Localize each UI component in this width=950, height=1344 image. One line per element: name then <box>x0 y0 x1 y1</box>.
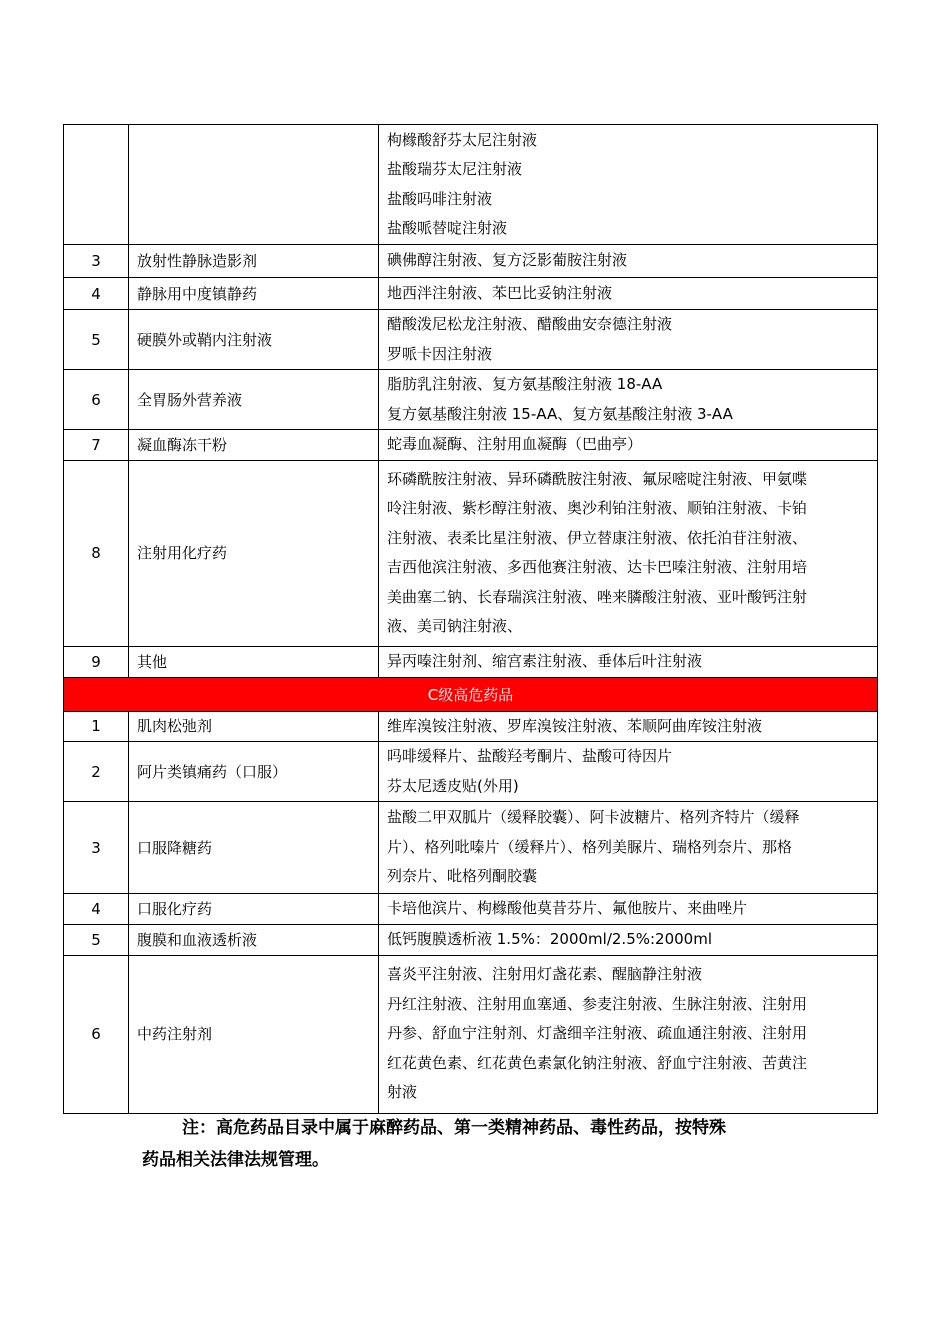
table-row <box>64 742 878 802</box>
category-label: 腹膜和血液透析液 <box>137 930 258 949</box>
table-row <box>64 955 878 1113</box>
drug-list-line: 醋酸泼尼松龙注射液、醋酸曲安奈德注射液 <box>387 315 673 333</box>
category-label: 硬膜外或鞘内注射液 <box>137 330 273 349</box>
drug-list-line: 吗啡缓释片、盐酸羟考酮片、盐酸可待因片 <box>387 747 673 765</box>
footnote-line-2: 药品相关法律法规管理。 <box>142 1150 329 1170</box>
drug-list-line: 复方氨基酸注射液 15-AA、复方氨基酸注射液 3-AA <box>387 404 733 423</box>
drug-list <box>379 742 878 802</box>
drug-list-line: 脂肪乳注射液、复方氨基酸注射液 18-AA <box>387 375 663 393</box>
category-label: 口服化疗药 <box>137 899 213 918</box>
drug-list-line: 盐酸哌替啶注射液 <box>387 219 508 237</box>
drug-list <box>379 370 878 430</box>
drug-list-line: 罗哌卡因注射液 <box>387 344 493 363</box>
section-c-title: C级高危药品 <box>64 677 878 711</box>
category-label: 放射性静脉造影剂 <box>137 252 258 270</box>
drug-list <box>379 460 878 646</box>
table-row <box>64 245 878 278</box>
drug-category <box>129 460 379 646</box>
category-label: 阿片类镇痛药（口服） <box>137 762 288 781</box>
drug-list-line: 盐酸二甲双胍片（缓释胶囊）、阿卡波糖片、格列齐特片（缓释 <box>387 808 800 827</box>
section-header-row <box>64 677 878 711</box>
table-body <box>64 125 878 1114</box>
drug-category <box>129 711 379 742</box>
drug-list <box>379 894 878 925</box>
table-row <box>64 711 878 742</box>
footnote-line-1: 注：高危药品目录中属于麻醉药品、第一类精神药品、毒性药品，按特殊 <box>182 1118 726 1138</box>
row-number: 6 <box>64 370 129 430</box>
row-number: 7 <box>64 430 129 461</box>
footnote <box>142 1112 822 1176</box>
drug-list-line: 美曲塞二钠、长春瑞滨注射液、唑来膦酸注射液、亚叶酸钙注射 <box>387 587 808 606</box>
row-number: 3 <box>64 245 129 278</box>
drug-list-line: 列奈片、吡格列酮胶囊 <box>387 867 538 886</box>
drug-category <box>129 646 379 677</box>
drug-list-line: 环磷酰胺注射液、异环磷酰胺注射液、氟尿嘧啶注射液、甲氨喋 <box>387 469 808 488</box>
drug-list <box>379 310 878 370</box>
drug-list-line: 注射液、表柔比星注射液、伊立替康注射液、依托泊苷注射液、 <box>387 528 808 547</box>
row-number: 1 <box>64 711 129 742</box>
drug-list-line: 地西泮注射液、苯巴比妥钠注射液 <box>387 283 613 302</box>
category-label: 其他 <box>137 652 168 671</box>
drug-list <box>379 711 878 742</box>
table-row <box>64 894 878 925</box>
table-row <box>64 310 878 370</box>
drug-list-line: 碘佛醇注射液、复方泛影葡胺注射液 <box>387 251 628 270</box>
drug-category <box>129 370 379 430</box>
drug-list <box>379 802 878 894</box>
drug-list-line: 射液 <box>387 1083 418 1102</box>
drug-category <box>129 955 379 1113</box>
drug-list-line: 呤注射液、紫杉醇注射液、奥沙利铂注射液、顺铂注射液、卡铂 <box>387 499 808 517</box>
table-row <box>64 278 878 310</box>
drug-list-line: 红花黄色素、红花黄色素氯化钠注射液、舒血宁注射液、苦黄注 <box>387 1053 808 1072</box>
drug-list-line: 片）、格列吡嗪片（缓释片）、格列美脲片、瑞格列奈片、那格 <box>387 837 793 856</box>
drug-list-line: 液、美司钠注射液、 <box>387 617 523 635</box>
drug-list-line: 枸橼酸舒芬太尼注射液 <box>387 130 538 149</box>
category-label: 注射用化疗药 <box>137 544 228 562</box>
drug-category <box>129 924 379 955</box>
drug-list-line: 维库溴铵注射液、罗库溴铵注射液、苯顺阿曲库铵注射液 <box>387 716 763 735</box>
drug-list-line: 异丙嗪注射剂、缩宫素注射液、垂体后叶注射液 <box>387 651 703 670</box>
category-label: 肌肉松弛剂 <box>137 717 213 736</box>
drug-list <box>379 125 878 245</box>
table-row <box>64 370 878 430</box>
table-row <box>64 460 878 646</box>
drug-category <box>129 310 379 370</box>
drug-list-line: 丹参、舒血宁注射剂、灯盏细辛注射液、疏血通注射液、注射用 <box>387 1024 808 1043</box>
row-number: 9 <box>64 646 129 677</box>
row-number: 6 <box>64 955 129 1113</box>
drug-category <box>129 742 379 802</box>
category-label: 口服降糖药 <box>137 838 213 857</box>
drug-list-line: 盐酸瑞芬太尼注射液 <box>387 160 523 178</box>
drug-category <box>129 125 379 245</box>
row-number <box>64 125 129 245</box>
drug-list-line: 吉西他滨注射液、多西他赛注射液、达卡巴嗪注射液、注射用培 <box>387 558 808 576</box>
drug-list-line: 芬太尼透皮贴(外用) <box>387 776 519 795</box>
row-number: 4 <box>64 894 129 925</box>
drug-list-line: 盐酸吗啡注射液 <box>387 189 493 208</box>
category-label: 全胃肠外营养液 <box>137 390 243 409</box>
drug-list-line: 丹红注射液、注射用血塞通、参麦注射液、生脉注射液、注射用 <box>387 994 808 1013</box>
table-row <box>64 125 878 245</box>
drug-list-line: 低钙腹膜透析液 1.5%：2000ml/2.5%:2000ml <box>387 929 712 948</box>
category-label: 静脉用中度镇静药 <box>137 284 258 303</box>
drug-category <box>129 802 379 894</box>
drug-list <box>379 955 878 1113</box>
drug-category <box>129 245 379 278</box>
drug-category <box>129 278 379 310</box>
row-number: 3 <box>64 802 129 894</box>
drug-list-line: 喜炎平注射液、注射用灯盏花素、醒脑静注射液 <box>387 965 703 984</box>
drug-list <box>379 430 878 461</box>
drug-list-line: 卡培他滨片、枸橼酸他莫昔芬片、氟他胺片、来曲唑片 <box>387 899 748 917</box>
drug-list <box>379 646 878 677</box>
drug-list <box>379 278 878 310</box>
row-number: 5 <box>64 924 129 955</box>
table-row <box>64 430 878 461</box>
table-row <box>64 802 878 894</box>
drug-table <box>63 124 878 1114</box>
table-row <box>64 646 878 677</box>
drug-category <box>129 894 379 925</box>
drug-list-line: 蛇毒血凝酶、注射用血凝酶（巴曲亭） <box>387 435 643 453</box>
category-label: 凝血酶冻干粉 <box>137 435 228 454</box>
row-number: 5 <box>64 310 129 370</box>
drug-category <box>129 430 379 461</box>
drug-list <box>379 924 878 955</box>
row-number: 4 <box>64 278 129 310</box>
row-number: 8 <box>64 460 129 646</box>
drug-list <box>379 245 878 278</box>
category-label: 中药注射剂 <box>137 1025 213 1043</box>
row-number: 2 <box>64 742 129 802</box>
table-row <box>64 924 878 955</box>
